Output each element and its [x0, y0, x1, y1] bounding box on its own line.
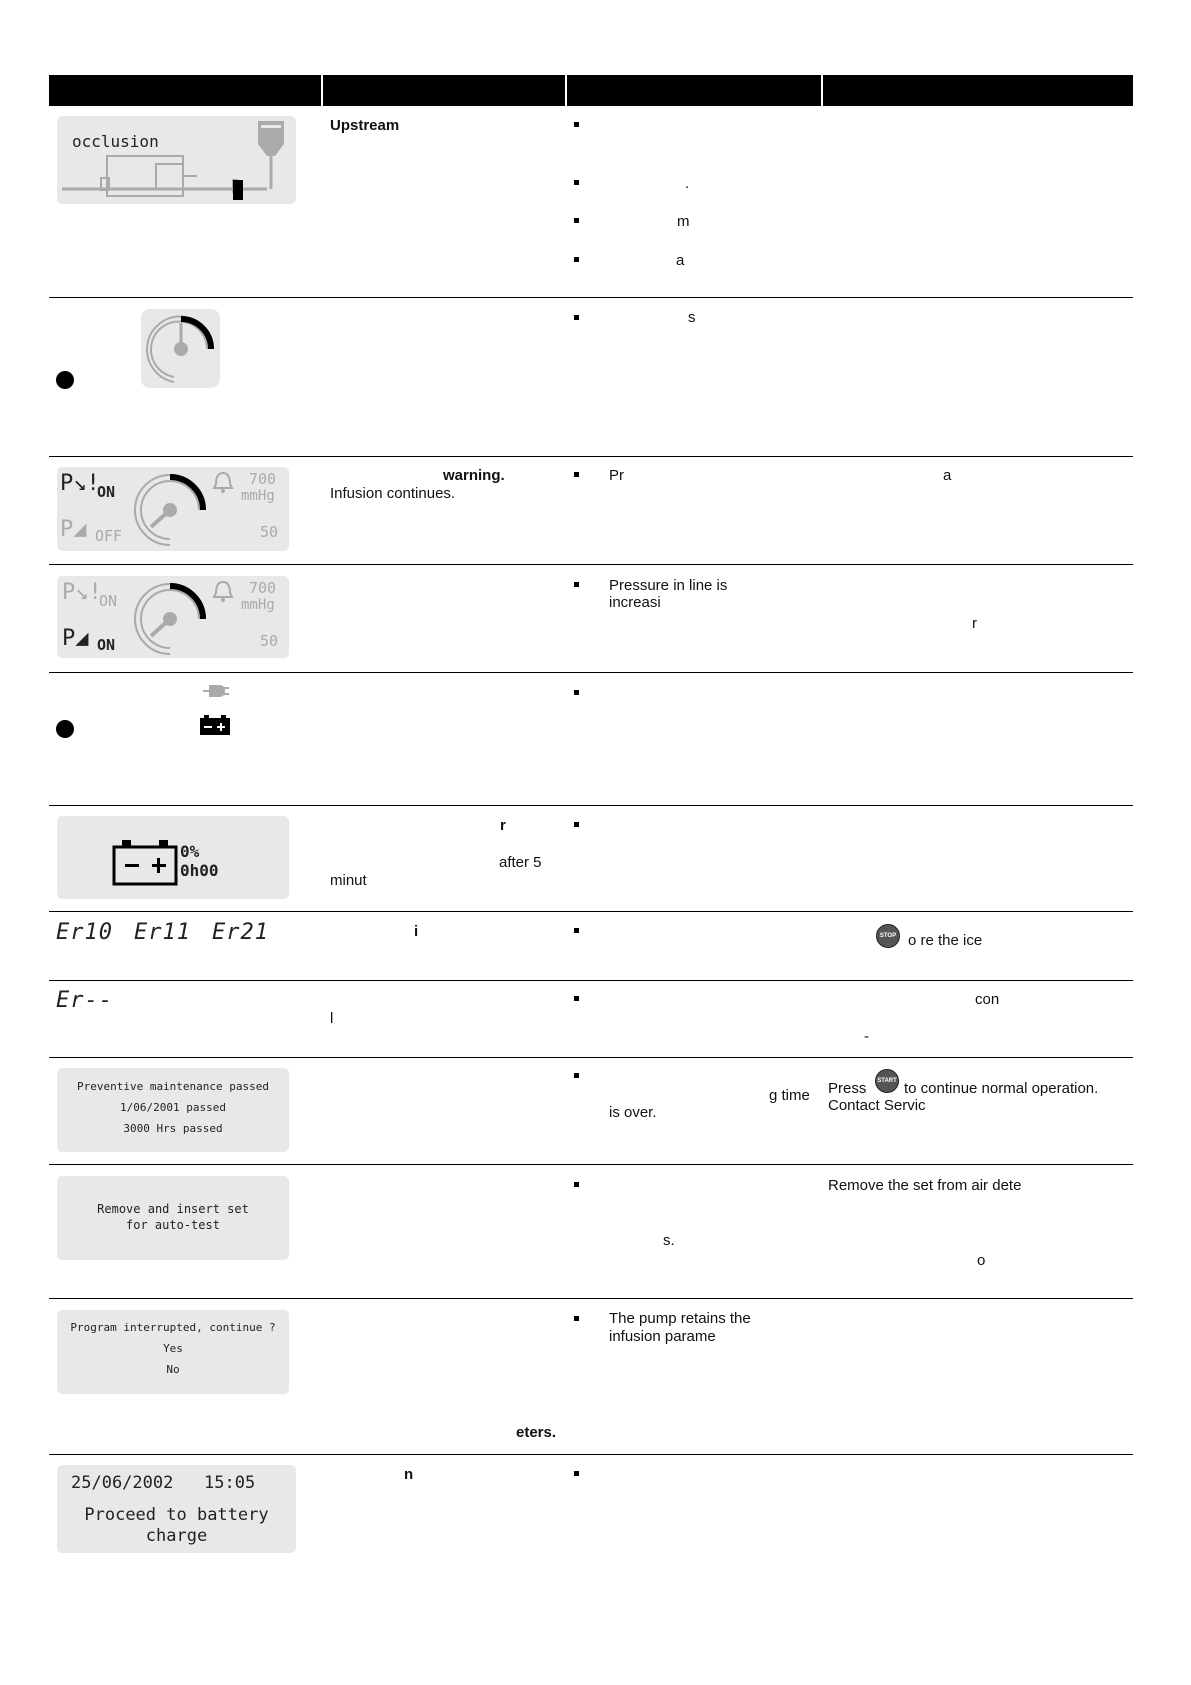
cause-text: after 5	[499, 854, 542, 871]
bullet-text: s	[688, 309, 696, 326]
bullet-marker	[574, 180, 579, 185]
lcd-battery-time: 0h00	[180, 861, 219, 880]
attention-dot	[56, 371, 74, 389]
battery-icon	[57, 816, 289, 899]
lcd-status-on: ON	[97, 636, 116, 654]
action-text: o re the ice	[908, 932, 983, 949]
bullet-marker	[574, 472, 579, 477]
cause-text: l	[330, 1010, 334, 1027]
bullet-text: .	[685, 175, 690, 192]
action-text: -	[864, 1028, 869, 1045]
bullet-text: a	[943, 467, 952, 484]
lcd-unit: mmHg	[241, 488, 275, 504]
row-divider	[49, 980, 1133, 981]
occlusion-lcd	[57, 116, 296, 204]
action-text: to continue normal operation.	[904, 1080, 1099, 1097]
bullet-text: increasi	[609, 594, 661, 611]
lcd-max-value: 700	[249, 579, 277, 597]
start-key-icon: START	[875, 1069, 899, 1093]
cause-text: warning.	[443, 467, 505, 484]
pressure-up-icon: P◢	[60, 517, 87, 542]
bullet-text: Pressure in line is	[609, 577, 728, 594]
error-code: Er10	[56, 920, 113, 945]
program-interrupted-lcd	[57, 1310, 289, 1394]
action-text: o	[977, 1252, 986, 1269]
row-divider	[49, 911, 1133, 912]
lcd-status-on: ON	[99, 592, 118, 610]
action-text: Remove the set from air dete	[828, 1177, 1022, 1194]
syringe-line-icon	[57, 116, 296, 204]
row-divider	[49, 1164, 1133, 1165]
bullet-text: m	[677, 213, 690, 230]
bullet-marker	[574, 996, 579, 1001]
lcd-date-time: 25/06/2002 15:05	[71, 1473, 256, 1493]
bullet-marker	[574, 582, 579, 587]
error-code: Er11	[134, 920, 191, 945]
maintenance-lcd	[57, 1068, 289, 1152]
battery-charge-lcd	[57, 1465, 296, 1553]
cause-text: r	[500, 817, 506, 834]
bullet-text: g time	[769, 1087, 810, 1104]
lcd-status-off: OFF	[95, 527, 123, 545]
pressure-gauge-lcd	[141, 309, 220, 388]
bullet-marker	[574, 257, 579, 262]
bullet-text: The pump retains the	[609, 1310, 751, 1327]
error-code: Er--	[56, 988, 113, 1013]
bullet-text: Pr	[609, 467, 624, 484]
header-divider	[565, 75, 567, 106]
error-code: Er21	[212, 920, 269, 945]
bullet-marker	[574, 122, 579, 127]
pressure-warning-lcd	[57, 467, 289, 551]
row-divider	[49, 1057, 1133, 1058]
lcd-max-value: 700	[249, 470, 277, 488]
header-divider	[821, 75, 823, 106]
bullet-text: a	[676, 252, 685, 269]
cause-text: i	[414, 923, 419, 940]
lcd-min-value: 50	[260, 523, 279, 541]
action-text: Press	[828, 1080, 867, 1097]
lcd-charge-line: charge	[145, 1526, 208, 1546]
bullet-marker	[574, 822, 579, 827]
battery-empty-lcd	[57, 816, 289, 899]
row-divider	[49, 297, 1133, 298]
action-text: r	[972, 615, 977, 632]
bullet-marker	[574, 1182, 579, 1187]
lcd-min-value: 50	[260, 632, 279, 650]
attention-dot	[56, 720, 74, 738]
lcd-maintenance-line: Preventive maintenance passed	[76, 1080, 270, 1093]
lcd-auto-test-line: Remove and insert set	[97, 1202, 249, 1216]
lcd-battery-percent: 0%	[180, 842, 200, 861]
lcd-maintenance-line: 3000 Hrs passed	[123, 1122, 223, 1135]
cause-text: Upstream	[330, 117, 400, 134]
bullet-marker	[574, 218, 579, 223]
bullet-marker	[574, 690, 579, 695]
lcd-maintenance-line: 1/06/2001 passed	[120, 1101, 226, 1114]
lcd-occlusion-text: occlusion	[72, 132, 159, 151]
row-divider	[49, 672, 1133, 673]
action-text: Contact Servic	[828, 1097, 926, 1114]
cause-text: minut	[330, 872, 367, 889]
bullet-text: infusion parame	[609, 1328, 716, 1345]
pressure-gauge-icon	[141, 309, 220, 388]
cause-text: n	[404, 1466, 414, 1483]
lcd-option-yes: Yes	[163, 1342, 183, 1355]
bullet-text: is over.	[609, 1104, 657, 1121]
lcd-charge-line: Proceed to battery	[84, 1505, 269, 1525]
lcd-unit: mmHg	[241, 597, 275, 613]
row-divider	[49, 564, 1133, 565]
battery-icon	[198, 714, 232, 736]
bullet-marker	[574, 928, 579, 933]
table-header	[49, 75, 1133, 106]
pressure-down-icon: P↘!	[62, 580, 102, 605]
header-divider	[321, 75, 323, 106]
bullet-marker	[574, 1471, 579, 1476]
auto-test-lcd	[57, 1176, 289, 1260]
bullet-marker	[574, 315, 579, 320]
row-divider	[49, 805, 1133, 806]
cause-text: eters.	[516, 1424, 557, 1441]
lcd-auto-test-line: for auto-test	[126, 1218, 220, 1232]
bullet-marker	[574, 1316, 579, 1321]
bullet-text: s.	[663, 1232, 675, 1249]
mains-plug-icon	[199, 682, 231, 700]
lcd-option-no: No	[166, 1363, 180, 1376]
bullet-marker	[574, 1073, 579, 1078]
cause-text: Infusion continues.	[330, 485, 456, 502]
row-divider	[49, 456, 1133, 457]
lcd-program-line: Program interrupted, continue ?	[70, 1321, 276, 1334]
row-divider	[49, 1298, 1133, 1299]
stop-key-icon: STOP	[876, 924, 900, 948]
pressure-down-icon: P↘!	[60, 471, 100, 496]
action-text: con	[975, 991, 1000, 1008]
lcd-status-on: ON	[97, 483, 116, 501]
pressure-up-icon: P◢	[62, 626, 89, 651]
pressure-rising-lcd	[57, 576, 289, 658]
row-divider	[49, 1454, 1133, 1455]
